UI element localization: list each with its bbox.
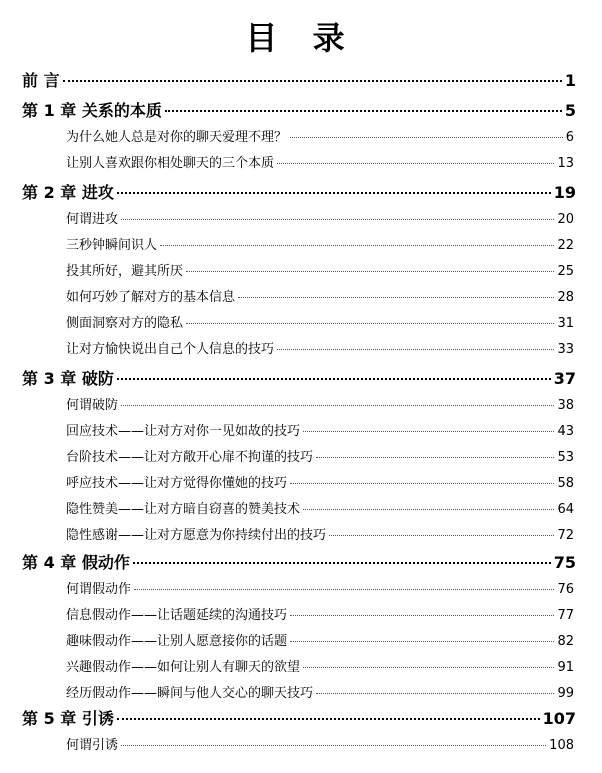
toc-entry-page-number: 64	[557, 502, 574, 517]
toc-chapter-entry[interactable]	[22, 98, 576, 121]
dot-leader	[63, 80, 562, 82]
toc-chapter-entry[interactable]	[22, 550, 576, 573]
toc-entry-page-number: 1	[564, 71, 576, 90]
toc-entry-label: 经历假动作——瞬间与他人交心的聊天技巧	[66, 686, 314, 701]
toc-entry-page-number: 37	[553, 369, 576, 388]
dot-leader	[133, 562, 551, 564]
dot-leader	[117, 378, 551, 380]
dot-leader	[165, 110, 562, 112]
toc-section-entry[interactable]	[66, 312, 574, 331]
toc-chapter-entry[interactable]	[22, 180, 576, 203]
toc-section-entry[interactable]	[66, 734, 574, 753]
toc-entry-label: 第 1 章 关系的本质	[22, 101, 162, 120]
dot-leader	[303, 509, 554, 510]
toc-entry-label: 何谓进攻	[66, 212, 119, 227]
toc-section-entry[interactable]	[66, 260, 574, 279]
toc-section-entry[interactable]	[66, 152, 574, 171]
toc-section-entry[interactable]	[66, 208, 574, 227]
dot-leader	[121, 745, 546, 746]
toc-entry-page-number: 107	[542, 709, 576, 728]
toc-entry-page-number: 72	[557, 528, 574, 543]
toc-entry-page-number: 75	[553, 553, 576, 572]
toc-entry-label: 何谓引诱	[66, 738, 119, 753]
toc-section-entry[interactable]	[66, 524, 574, 543]
toc-entry-page-number: 99	[557, 686, 574, 701]
toc-entry-page-number: 43	[557, 424, 574, 439]
toc-entry-page-number: 76	[557, 582, 574, 597]
toc-entry-label: 隐性赞美——让对方暗自窃喜的赞美技术	[66, 502, 301, 517]
toc-entry-label: 投其所好，避其所厌	[66, 264, 184, 279]
toc-entry-page-number: 91	[557, 660, 574, 675]
toc-entry-page-number: 108	[549, 738, 574, 753]
toc-entry-label: 如何巧妙了解对方的基本信息	[66, 290, 236, 305]
toc-chapter-entry[interactable]	[22, 68, 576, 91]
page-title: 目 录	[245, 19, 357, 57]
dot-leader	[186, 271, 554, 272]
toc-section-entry[interactable]	[66, 682, 574, 701]
toc-section-entry[interactable]	[66, 630, 574, 649]
toc-entry-label: 第 4 章 假动作	[22, 553, 130, 572]
toc-entry-label: 第 3 章 破防	[22, 369, 114, 388]
toc-section-entry[interactable]	[66, 578, 574, 597]
toc-entry-label: 回应技术——让对方对你一见如故的技巧	[66, 424, 301, 439]
toc-entry-label: 信息假动作——让话题延续的沟通技巧	[66, 608, 288, 623]
dot-leader	[290, 483, 554, 484]
dot-leader	[117, 192, 551, 194]
toc-entry-label: 第 2 章 进攻	[22, 183, 114, 202]
toc-section-entry[interactable]	[66, 656, 574, 675]
toc-entry-page-number: 77	[557, 608, 574, 623]
dot-leader	[121, 405, 554, 406]
dot-leader	[160, 245, 554, 246]
toc-entry-label: 让别人喜欢跟你相处聊天的三个本质	[66, 156, 275, 171]
toc-section-entry[interactable]	[66, 604, 574, 623]
toc-chapter-entry[interactable]	[22, 366, 576, 389]
toc-entry-label: 为什么她人总是对你的聊天爱理不理？	[66, 130, 288, 145]
dot-leader	[290, 615, 554, 616]
toc-entry-page-number: 33	[557, 342, 574, 357]
toc-section-entry[interactable]	[66, 394, 574, 413]
toc-section-entry[interactable]	[66, 420, 574, 439]
toc-entry-page-number: 28	[557, 290, 574, 305]
dot-leader	[303, 431, 554, 432]
toc-entry-label: 台阶技术——让对方敞开心扉不拘谨的技巧	[66, 450, 314, 465]
toc-entry-page-number: 13	[557, 156, 574, 171]
toc-entry-page-number: 20	[557, 212, 574, 227]
dot-leader	[277, 163, 554, 164]
toc-entry-label: 前 言	[22, 71, 60, 90]
toc-section-entry[interactable]	[66, 472, 574, 491]
toc-entry-label: 兴趣假动作——如何让别人有聊天的欲望	[66, 660, 301, 675]
toc-entry-page-number: 25	[557, 264, 574, 279]
toc-entry-page-number: 38	[557, 398, 574, 413]
toc-entry-label: 侧面洞察对方的隐私	[66, 316, 184, 331]
toc-chapter-entry[interactable]	[22, 706, 576, 729]
dot-leader	[238, 297, 554, 298]
toc-entry-page-number: 22	[557, 238, 574, 253]
toc-entry-label: 第 5 章 引诱	[22, 709, 114, 728]
toc-entry-page-number: 5	[564, 101, 576, 120]
dot-leader	[329, 535, 554, 536]
dot-leader	[277, 349, 554, 350]
dot-leader	[303, 667, 554, 668]
dot-leader	[316, 693, 554, 694]
toc-entry-label: 呼应技术——让对方觉得你懂她的技巧	[66, 476, 288, 491]
toc-entry-label: 三秒钟瞬间识人	[66, 238, 158, 253]
toc-entry-page-number: 6	[565, 130, 574, 145]
toc-entry-page-number: 53	[557, 450, 574, 465]
toc-entry-page-number: 58	[557, 476, 574, 491]
dot-leader	[121, 219, 554, 220]
toc-entry-label: 何谓假动作	[66, 582, 132, 597]
toc-entry-page-number: 31	[557, 316, 574, 331]
dot-leader	[117, 718, 540, 720]
toc-entry-label: 趣味假动作——让别人愿意接你的话题	[66, 634, 288, 649]
dot-leader	[186, 323, 554, 324]
toc-entry-page-number: 19	[553, 183, 576, 202]
toc-section-entry[interactable]	[66, 286, 574, 305]
toc-entry-page-number: 82	[557, 634, 574, 649]
toc-section-entry[interactable]	[66, 498, 574, 517]
dot-leader	[316, 457, 554, 458]
toc-section-entry[interactable]	[66, 338, 574, 357]
toc-section-entry[interactable]	[66, 234, 574, 253]
dot-leader	[134, 589, 554, 590]
toc-entry-label: 隐性感谢——让对方愿意为你持续付出的技巧	[66, 528, 327, 543]
dot-leader	[290, 137, 563, 138]
toc-entry-label: 何谓破防	[66, 398, 119, 413]
dot-leader	[290, 641, 554, 642]
toc-section-entry[interactable]	[66, 446, 574, 465]
toc-entry-label: 让对方愉快说出自己个人信息的技巧	[66, 342, 275, 357]
toc-section-entry[interactable]	[66, 126, 574, 145]
